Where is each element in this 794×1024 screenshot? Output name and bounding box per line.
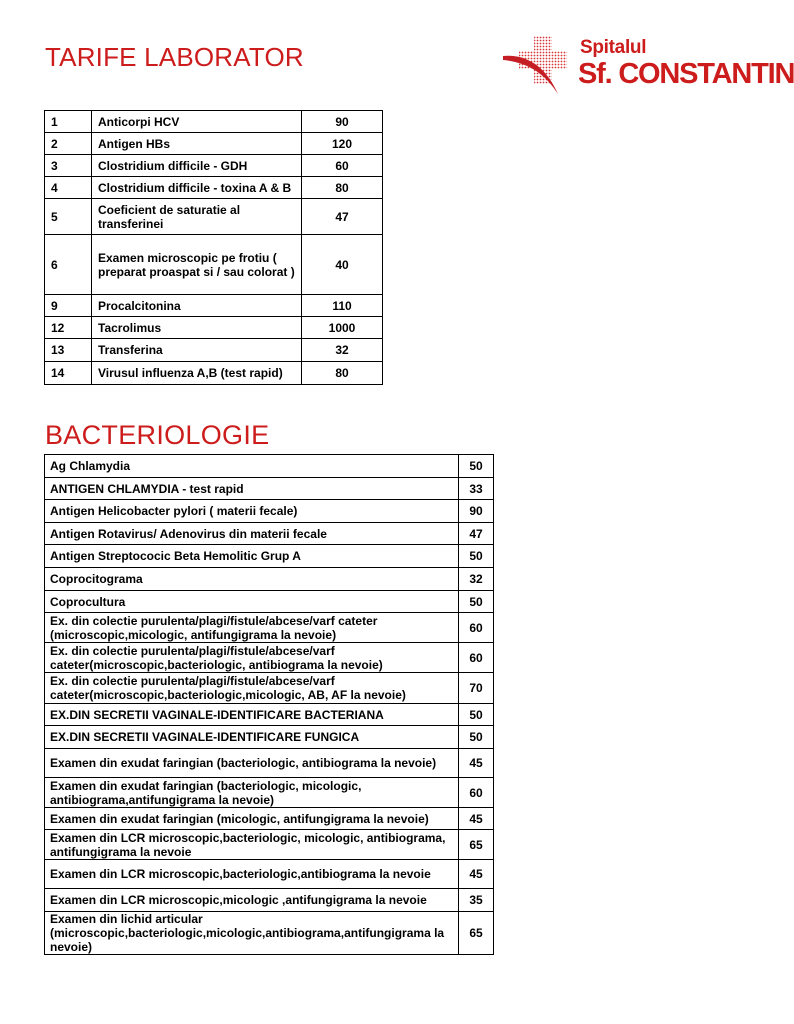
row-number: 4 [45, 177, 92, 199]
test-name: Examen din LCR microscopic,bacteriologic,antibiograma la nevoie [45, 860, 459, 889]
test-name: Examen din exudat faringian (bacteriologic, micologic, antibiograma,antifungigrama la nevoie) [45, 778, 459, 808]
table-row [45, 317, 383, 339]
table-row [45, 339, 383, 362]
table-row [45, 523, 494, 545]
price-value: 50 [459, 704, 494, 726]
row-number: 2 [45, 133, 92, 155]
analysis-name: Examen microscopic pe frotiu ( preparat proaspat si / sau colorat ) [92, 235, 302, 295]
price-value: 90 [459, 500, 494, 523]
table-row [45, 177, 383, 199]
table-row [45, 860, 494, 889]
table-row [45, 199, 383, 235]
price-value: 45 [459, 808, 494, 830]
price-value: 70 [459, 673, 494, 704]
price-value: 120 [302, 133, 383, 155]
test-name: EX.DIN SECRETII VAGINALE-IDENTIFICARE FUNGICA [45, 726, 459, 749]
price-value: 45 [459, 860, 494, 889]
logo-line-2: Sf. CONSTANTIN [578, 58, 794, 90]
table-row [45, 673, 494, 704]
price-value: 50 [459, 726, 494, 749]
price-value: 60 [459, 613, 494, 643]
table-row [45, 613, 494, 643]
table-row [45, 455, 494, 478]
table-row [45, 235, 383, 295]
test-name: Antigen Helicobacter pylori ( materii fecale) [45, 500, 459, 523]
table-row [45, 808, 494, 830]
row-number: 13 [45, 339, 92, 362]
test-name: Ex. din colectie purulenta/plagi/fistule/abcese/varf cateter(microscopic,bacteriologic, antibiograma la nevoie) [45, 643, 459, 673]
test-name: Examen din LCR microscopic,micologic ,antifungigrama la nevoie [45, 889, 459, 912]
hospital-logo [500, 36, 794, 100]
row-number: 6 [45, 235, 92, 295]
table-row [45, 478, 494, 500]
analysis-name: Antigen HBs [92, 133, 302, 155]
price-value: 50 [459, 545, 494, 568]
table-row [45, 778, 494, 808]
table-row [45, 749, 494, 778]
price-value: 35 [459, 889, 494, 912]
analysis-name: Tacrolimus [92, 317, 302, 339]
analysis-name: Virusul influenza A,B (test rapid) [92, 362, 302, 385]
price-value: 45 [459, 749, 494, 778]
price-value: 80 [302, 177, 383, 199]
table-row [45, 111, 383, 133]
table-row [45, 726, 494, 749]
table-row [45, 545, 494, 568]
test-name: Examen din lichid articular (microscopic,bacteriologic,micologic,antibiograma,antifungigrama la nevoie) [45, 912, 459, 955]
price-value: 32 [302, 339, 383, 362]
test-name: Ex. din colectie purulenta/plagi/fistule/abcese/varf cateter(microscopic,bacteriologic,micologic, AB, AF la nevoie) [45, 673, 459, 704]
price-value: 65 [459, 912, 494, 955]
row-number: 3 [45, 155, 92, 177]
test-name: Examen din exudat faringian (micologic, antifungigrama la nevoie) [45, 808, 459, 830]
price-value: 80 [302, 362, 383, 385]
test-name: Antigen Rotavirus/ Adenovirus din materii fecale [45, 523, 459, 545]
price-value: 33 [459, 478, 494, 500]
price-value: 60 [459, 778, 494, 808]
price-value: 32 [459, 568, 494, 591]
price-value: 60 [459, 643, 494, 673]
test-name: Ag Chlamydia [45, 455, 459, 478]
table-row [45, 889, 494, 912]
row-number: 12 [45, 317, 92, 339]
price-value: 90 [302, 111, 383, 133]
row-number: 14 [45, 362, 92, 385]
price-value: 50 [459, 455, 494, 478]
price-value: 47 [302, 199, 383, 235]
test-name: Coprocultura [45, 591, 459, 613]
price-value: 47 [459, 523, 494, 545]
section-title-bacteriologie: BACTERIOLOGIE [45, 420, 270, 450]
test-name: Coprocitograma [45, 568, 459, 591]
row-number: 1 [45, 111, 92, 133]
table-row [45, 643, 494, 673]
analysis-name: Clostridium difficile - GDH [92, 155, 302, 177]
table-row [45, 500, 494, 523]
test-name: Examen din LCR microscopic,bacteriologic, micologic, antibiograma, antifungigrama la nevoie [45, 830, 459, 860]
price-value: 60 [302, 155, 383, 177]
laborator-price-table [44, 110, 383, 385]
cross-swoosh-icon [500, 36, 580, 100]
table-row [45, 568, 494, 591]
analysis-name: Transferina [92, 339, 302, 362]
logo-line-1: Spitalul [580, 37, 647, 58]
table-row [45, 704, 494, 726]
analysis-name: Clostridium difficile - toxina A & B [92, 177, 302, 199]
row-number: 5 [45, 199, 92, 235]
table-row [45, 912, 494, 955]
row-number: 9 [45, 295, 92, 317]
bacteriologie-price-table [44, 454, 494, 955]
table-row [45, 591, 494, 613]
test-name: Antigen Streptococic Beta Hemolitic Grup A [45, 545, 459, 568]
price-value: 40 [302, 235, 383, 295]
table-row [45, 362, 383, 385]
price-value: 1000 [302, 317, 383, 339]
table-row [45, 295, 383, 317]
price-value: 110 [302, 295, 383, 317]
table-row [45, 133, 383, 155]
price-value: 65 [459, 830, 494, 860]
test-name: EX.DIN SECRETII VAGINALE-IDENTIFICARE BACTERIANA [45, 704, 459, 726]
analysis-name: Anticorpi HCV [92, 111, 302, 133]
analysis-name: Coeficient de saturatie al transferinei [92, 199, 302, 235]
analysis-name: Procalcitonina [92, 295, 302, 317]
page-title: TARIFE LABORATOR [45, 42, 304, 72]
price-value: 50 [459, 591, 494, 613]
test-name: Ex. din colectie purulenta/plagi/fistule/abcese/varf cateter (microscopic,micologic, antifungigrama la nevoie) [45, 613, 459, 643]
table-row [45, 830, 494, 860]
test-name: ANTIGEN CHLAMYDIA - test rapid [45, 478, 459, 500]
table-row [45, 155, 383, 177]
test-name: Examen din exudat faringian (bacteriologic, antibiograma la nevoie) [45, 749, 459, 778]
